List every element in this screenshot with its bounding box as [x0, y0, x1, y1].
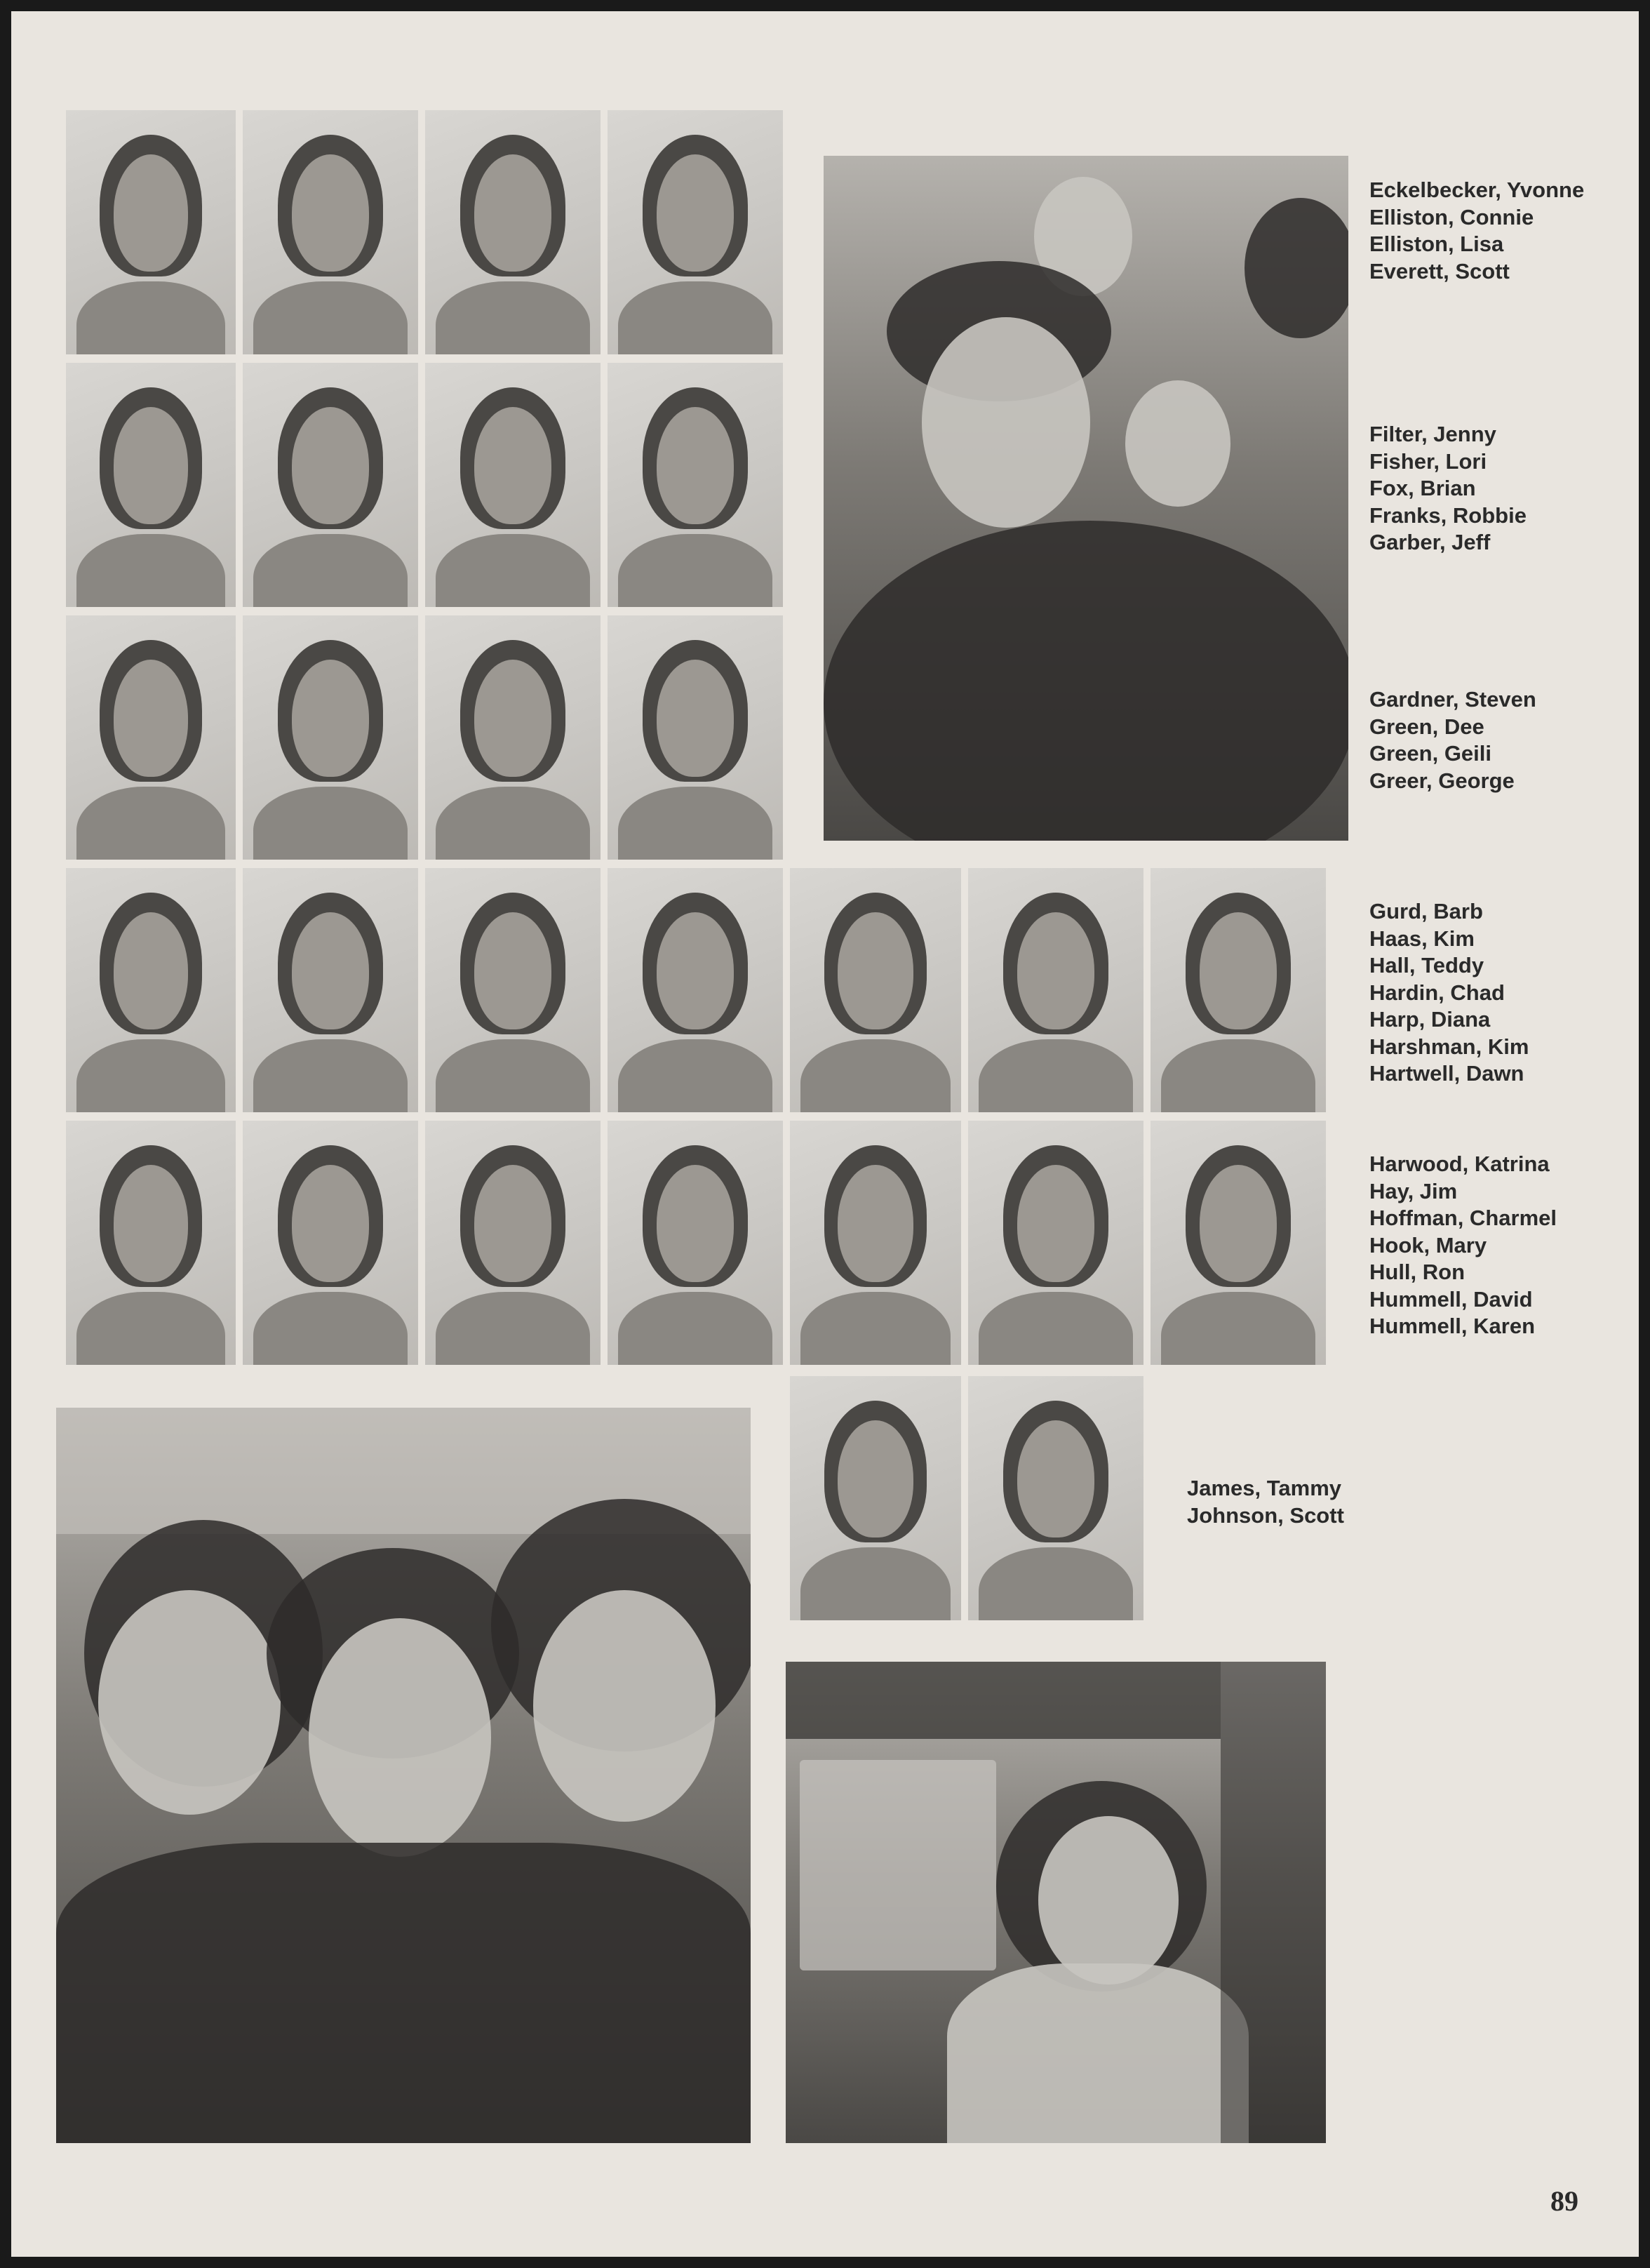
student-name: Elliston, Connie	[1369, 204, 1534, 229]
student-name: Harwood, Katrina	[1369, 1152, 1550, 1176]
portrait-photo	[790, 868, 961, 1112]
portrait-photo	[243, 363, 418, 607]
portrait-photo	[243, 1121, 418, 1365]
portrait-photo	[790, 1376, 961, 1620]
student-name: Hardin, Chad	[1369, 980, 1505, 1005]
student-name: Gurd, Barb	[1369, 899, 1483, 923]
student-name: Greer, George	[1369, 768, 1515, 793]
student-name: Everett, Scott	[1369, 258, 1510, 284]
name-list	[1369, 686, 1536, 794]
portrait-photo	[66, 1121, 236, 1365]
student-name: Hartwell, Dawn	[1369, 1061, 1524, 1086]
name-list	[1369, 421, 1527, 556]
portrait-photo	[243, 868, 418, 1112]
portrait-photo	[968, 868, 1143, 1112]
candid-photo-library	[786, 1662, 1326, 2143]
student-name: Hummell, David	[1369, 1286, 1533, 1312]
portrait-photo	[425, 110, 601, 354]
portrait-photo	[425, 363, 601, 607]
student-name: Hummell, Karen	[1369, 1314, 1536, 1338]
yearbook-page	[11, 11, 1639, 2257]
portrait-photo	[608, 363, 783, 607]
student-name: Elliston, Lisa	[1369, 232, 1504, 256]
student-name: Hull, Ron	[1369, 1260, 1465, 1284]
student-name: Hoffman, Charmel	[1369, 1206, 1557, 1230]
portrait-photo	[608, 110, 783, 354]
candid-photo-hats	[56, 1408, 751, 2143]
portrait-photo	[66, 110, 236, 354]
student-name: Fox, Brian	[1369, 476, 1476, 500]
portrait-photo	[1151, 1121, 1326, 1365]
portrait-photo	[968, 1121, 1143, 1365]
student-name: Harshman, Kim	[1369, 1034, 1529, 1059]
page-number: 89	[1550, 2185, 1578, 2217]
student-name: Haas, Kim	[1369, 926, 1475, 951]
student-name: Harp, Diana	[1369, 1007, 1491, 1032]
portrait-photo	[968, 1376, 1143, 1620]
name-list	[1187, 1475, 1344, 1529]
portrait-photo	[66, 868, 236, 1112]
student-name: Hook, Mary	[1369, 1232, 1487, 1258]
portrait-photo	[1151, 868, 1326, 1112]
portrait-photo	[425, 868, 601, 1112]
portrait-photo	[243, 110, 418, 354]
portrait-photo	[608, 615, 783, 860]
student-name: Green, Dee	[1369, 714, 1484, 739]
student-name: Fisher, Lori	[1369, 448, 1487, 474]
student-name: Eckelbecker, Yvonne	[1369, 178, 1585, 202]
student-name: James, Tammy	[1187, 1476, 1341, 1500]
student-name: Filter, Jenny	[1369, 422, 1496, 446]
portrait-photo	[608, 1121, 783, 1365]
student-name: Green, Geili	[1369, 741, 1492, 766]
portrait-photo	[790, 1121, 961, 1365]
name-list	[1369, 1151, 1557, 1340]
student-name: Franks, Robbie	[1369, 502, 1527, 528]
portrait-photo	[243, 615, 418, 860]
candid-photo-group	[824, 156, 1348, 841]
student-name: Hay, Jim	[1369, 1178, 1458, 1203]
name-list	[1369, 177, 1584, 285]
portrait-photo	[66, 363, 236, 607]
student-name: Hall, Teddy	[1369, 953, 1484, 978]
name-list	[1369, 898, 1529, 1088]
student-name: Gardner, Steven	[1369, 687, 1536, 712]
student-name: Johnson, Scott	[1187, 1502, 1344, 1528]
portrait-photo	[425, 615, 601, 860]
portrait-photo	[425, 1121, 601, 1365]
student-name: Garber, Jeff	[1369, 530, 1491, 554]
portrait-photo	[66, 615, 236, 860]
portrait-photo	[608, 868, 783, 1112]
